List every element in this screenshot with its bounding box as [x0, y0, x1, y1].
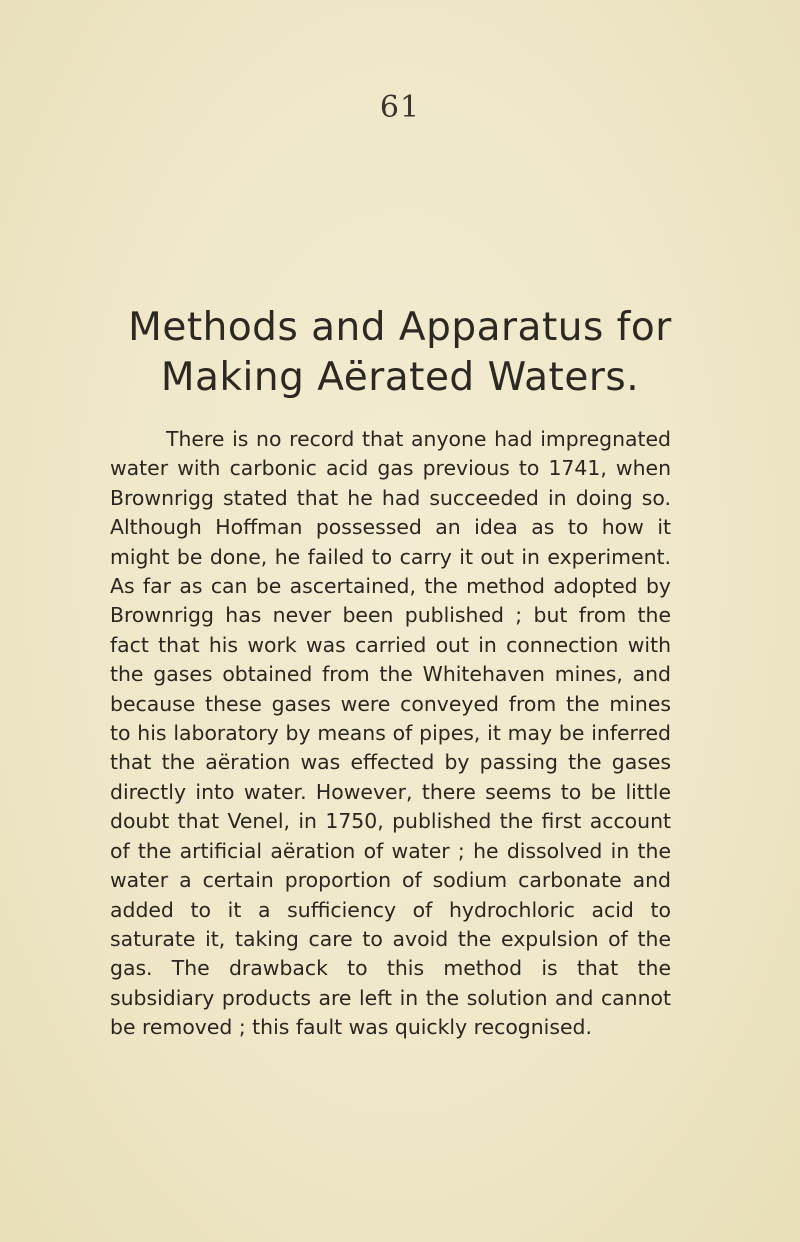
- chapter-title: [0, 303, 800, 403]
- body-paragraph: There is no record that anyone had impregnated water with carbonic acid gas previous to 1741, when Brownrigg stated that he had succeeded in doing so. Although Hoffman possessed an idea as to how it might be done, he failed to carry it out in experiment. As far as can be ascertained, the method adopted by Brownrigg has never been published ; but from the fact that his work was carried out in connection with the gases obtained from the Whitehaven mines, and because these gases were conveyed from the mines to his laboratory by means of pipes, it may be inferred that the aëration was effected by passing the gases directly into water. However, there seems to be little doubt that Venel, in 1750, published the first account of the artificial aëration of water ; he dissolved in the water a certain proportion of sodium carbonate and added to it a sufficiency of hydrochloric acid to saturate it, taking care to avoid the expulsion of the gas. The drawback to this method is that the subsidiary products are left in the solution and cannot be removed ; this fault was quickly recognised.: [110, 427, 671, 1040]
- chapter-title-line-1: Methods and Apparatus for: [128, 305, 672, 350]
- chapter-title-line-2: Making Aërated Waters.: [160, 355, 640, 400]
- page-number: 61: [379, 90, 421, 125]
